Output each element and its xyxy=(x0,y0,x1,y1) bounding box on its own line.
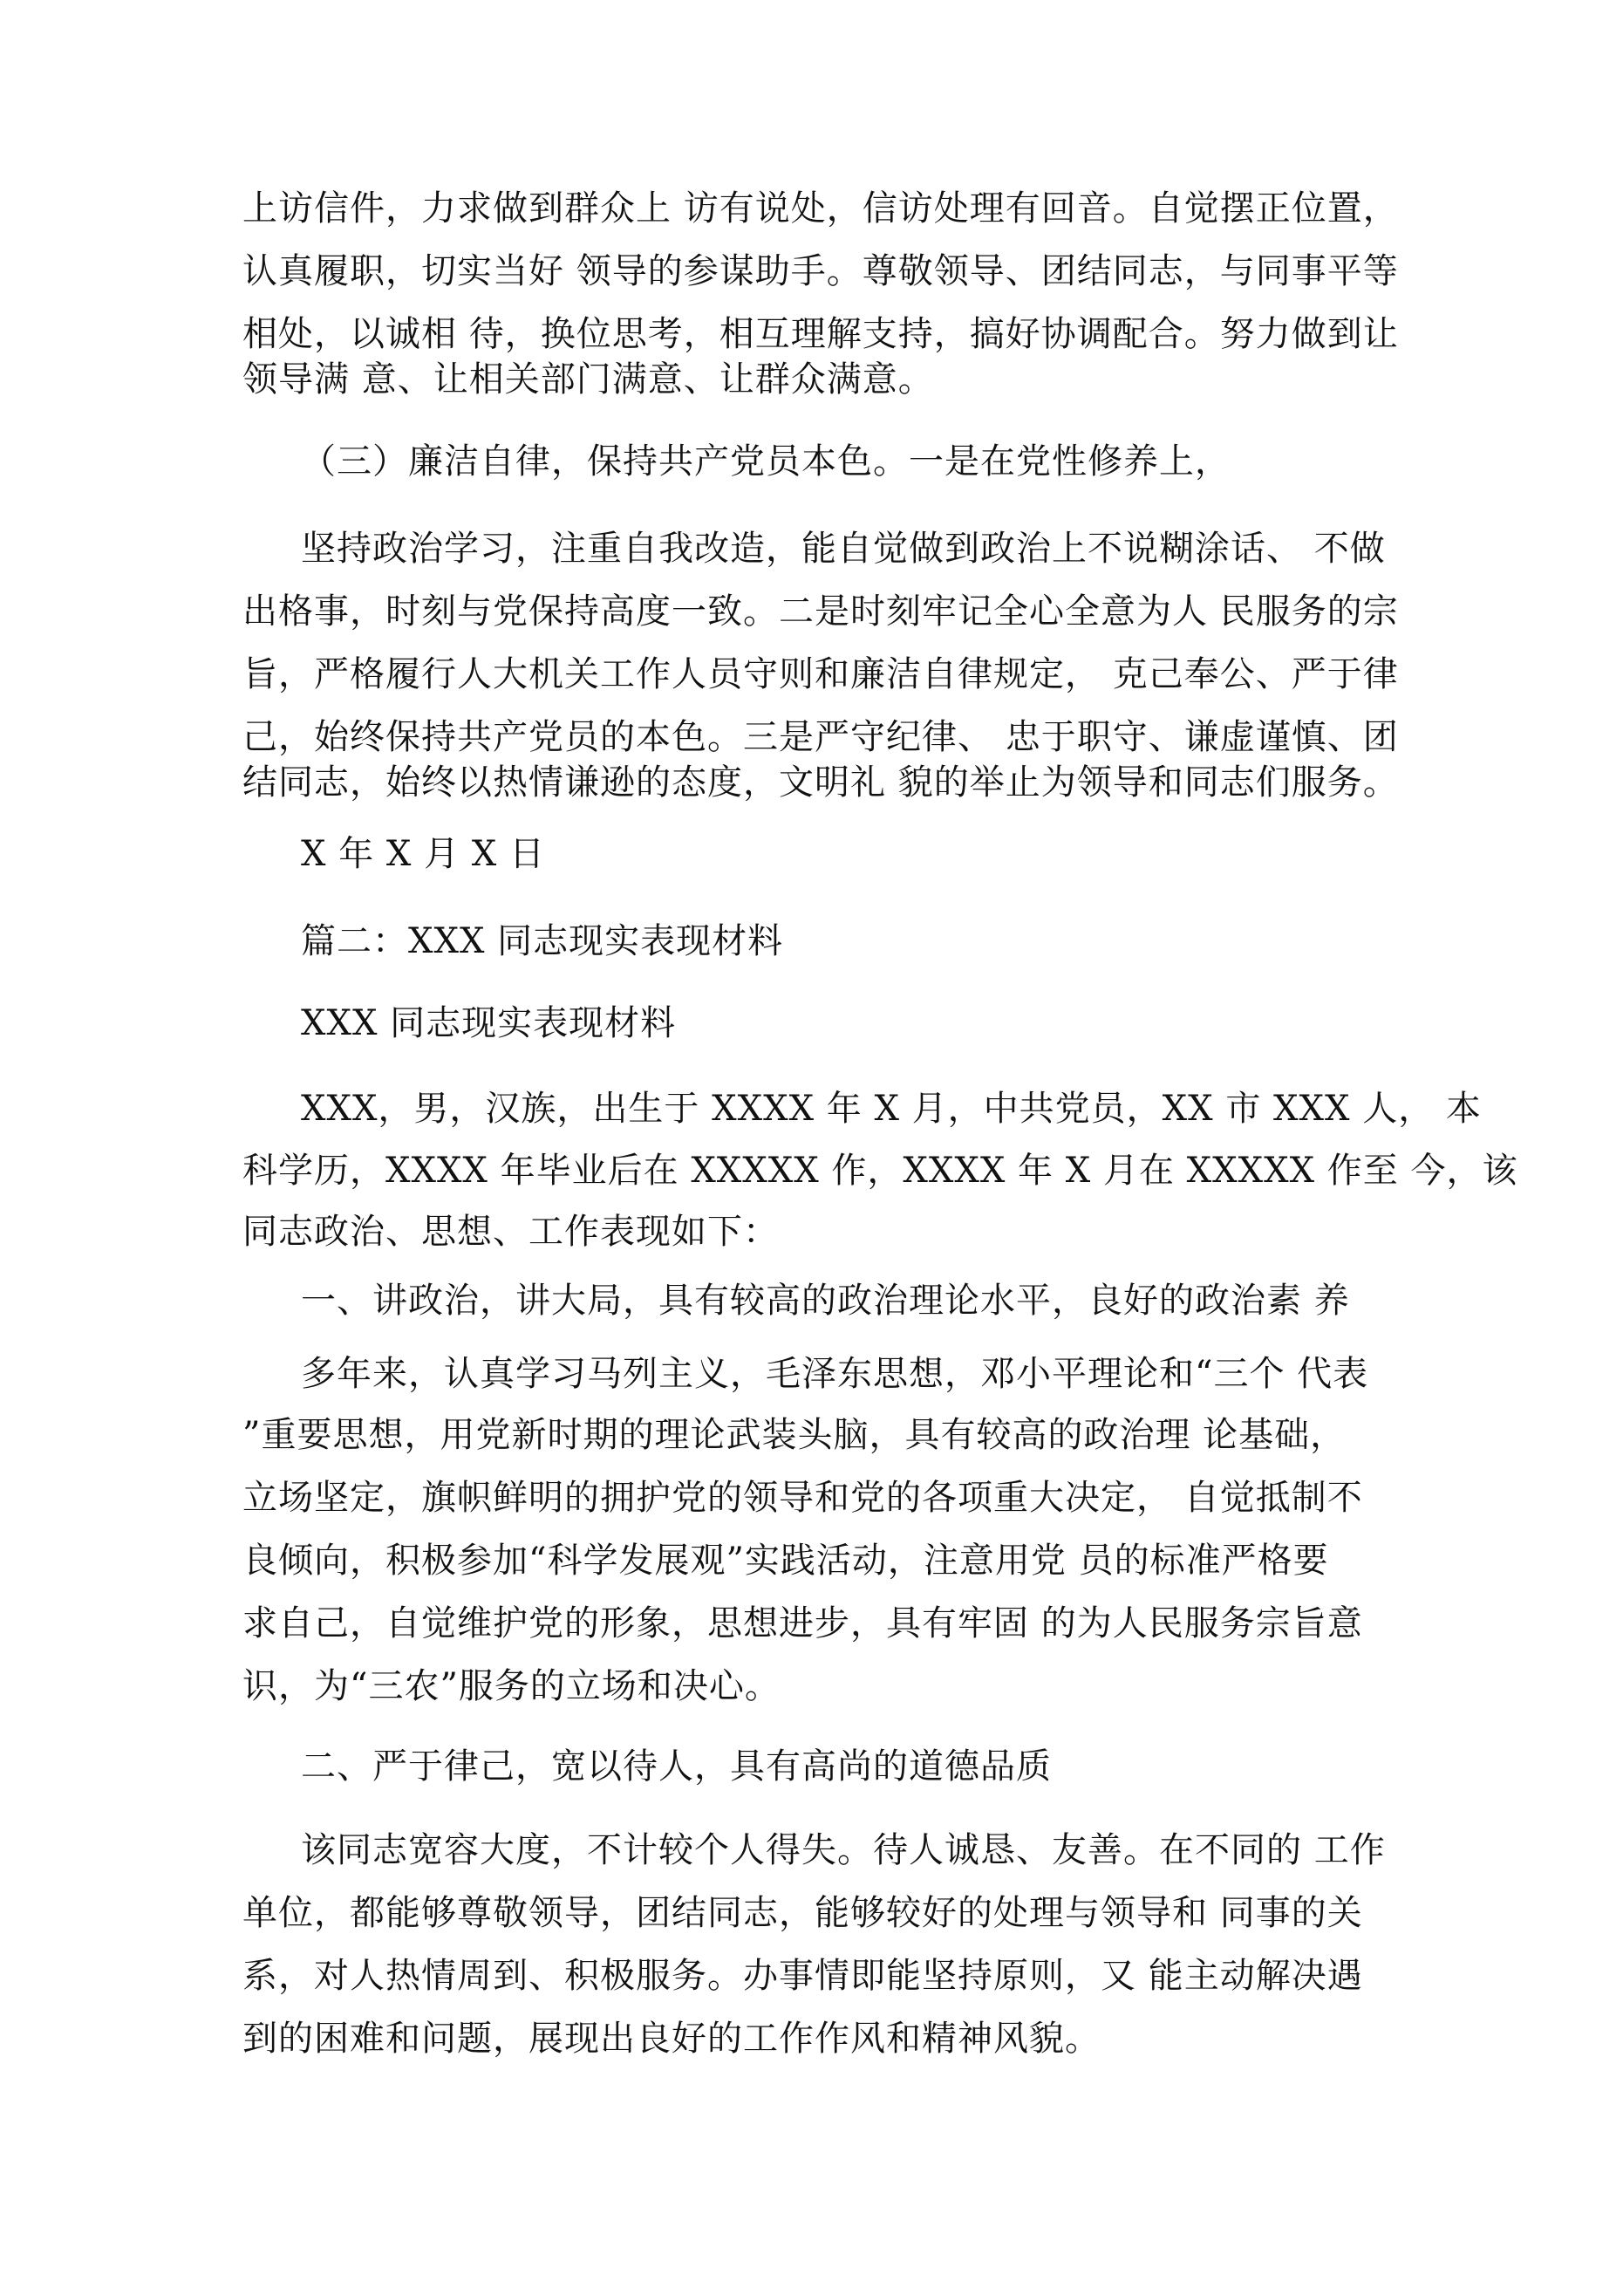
body-text-line: 坚持政治学习，注重自我改造，能自觉做到政治上不说糊涂话、 不做 xyxy=(301,529,1386,569)
body-text-line: 领导满 意、让相关部门满意、让群众满意。 xyxy=(242,359,934,400)
body-text-line: XXX，男，汉族，出生于 XXXX 年 X 月，中共党员，XX 市 XXX 人， 本 xyxy=(301,1089,1482,1129)
body-text-line: 求自己，自觉维护党的形象，思想进步，具有牢固 的为人民服务宗旨意 xyxy=(242,1603,1363,1643)
section-heading: （三）廉洁自律，保持共产党员本色。一是在党性修养上， xyxy=(301,441,1231,482)
body-text-line: 单位，都能够尊敬领导，团结同志，能够较好的处理与领导和 同事的关 xyxy=(242,1893,1363,1933)
body-text-line: ”重要思想，用党新时期的理论武装头脑，具有较高的政治理 论基础， xyxy=(242,1415,1347,1455)
section-heading: 一、讲政治，讲大局，具有较高的政治理论水平，良好的政治素 养 xyxy=(301,1281,1350,1321)
body-text-line: 良倾向，积极参加“科学发展观”实践活动，注意用党 员的标准严格要 xyxy=(242,1541,1329,1581)
section-title: 篇二：XXX 同志现实表现材料 xyxy=(301,921,784,961)
body-text-line: 相处，以诚相 待，换位思考，相互理解支持，搞好协调配合。努力做到让 xyxy=(242,314,1399,354)
body-text-line: 多年来，认真学习马列主义，毛泽东思想，邓小平理论和“三个 代表 xyxy=(301,1354,1369,1394)
section-heading: 二、严于律己，宽以待人，具有高尚的道德品质 xyxy=(301,1746,1052,1787)
body-text-line: 认真履职，切实当好 领导的参谋助手。尊敬领导、团结同志，与同事平等 xyxy=(242,251,1399,291)
date-line: X 年 X 月 X 日 xyxy=(301,834,546,874)
body-text-line: 系，对人热情周到、积极服务。办事情即能坚持原则，又 能主动解决遇 xyxy=(242,1956,1363,1996)
body-text-line: 结同志，始终以热情谦逊的态度，文明礼 貌的举止为领导和同志们服务。 xyxy=(242,762,1399,803)
body-text-line: 上访信件，力求做到群众上 访有说处，信访处理有回音。自觉摆正位置， xyxy=(242,188,1399,229)
body-text-line: 出格事，时刻与党保持高度一致。二是时刻牢记全心全意为人 民服务的宗 xyxy=(242,591,1399,632)
body-text-line: 同志政治、思想、工作表现如下： xyxy=(242,1212,779,1252)
body-text-line: 科学历，XXXX 年毕业后在 XXXXX 作，XXXX 年 X 月在 XXXXX 作至 今，该 xyxy=(242,1151,1518,1191)
body-text-line: 识，为“三农”服务的立场和决心。 xyxy=(242,1666,781,1706)
body-text-line: 旨，严格履行人大机关工作人员守则和廉洁自律规定， 克己奉公、严于律 xyxy=(242,654,1399,694)
document-title: XXX 同志现实表现材料 xyxy=(301,1003,677,1043)
body-text-line: 立场坚定，旗帜鲜明的拥护党的领导和党的各项重大决定， 自觉抵制不 xyxy=(242,1478,1363,1518)
body-text-line: 该同志宽容大度，不计较个人得失。待人诚恳、友善。在不同的 工作 xyxy=(301,1830,1386,1870)
body-text-line: 己，始终保持共产党员的本色。三是严守纪律、 忠于职守、谦虚谨慎、团 xyxy=(242,717,1399,757)
body-text-line: 到的困难和问题，展现出良好的工作作风和精神风貌。 xyxy=(242,2019,1101,2059)
